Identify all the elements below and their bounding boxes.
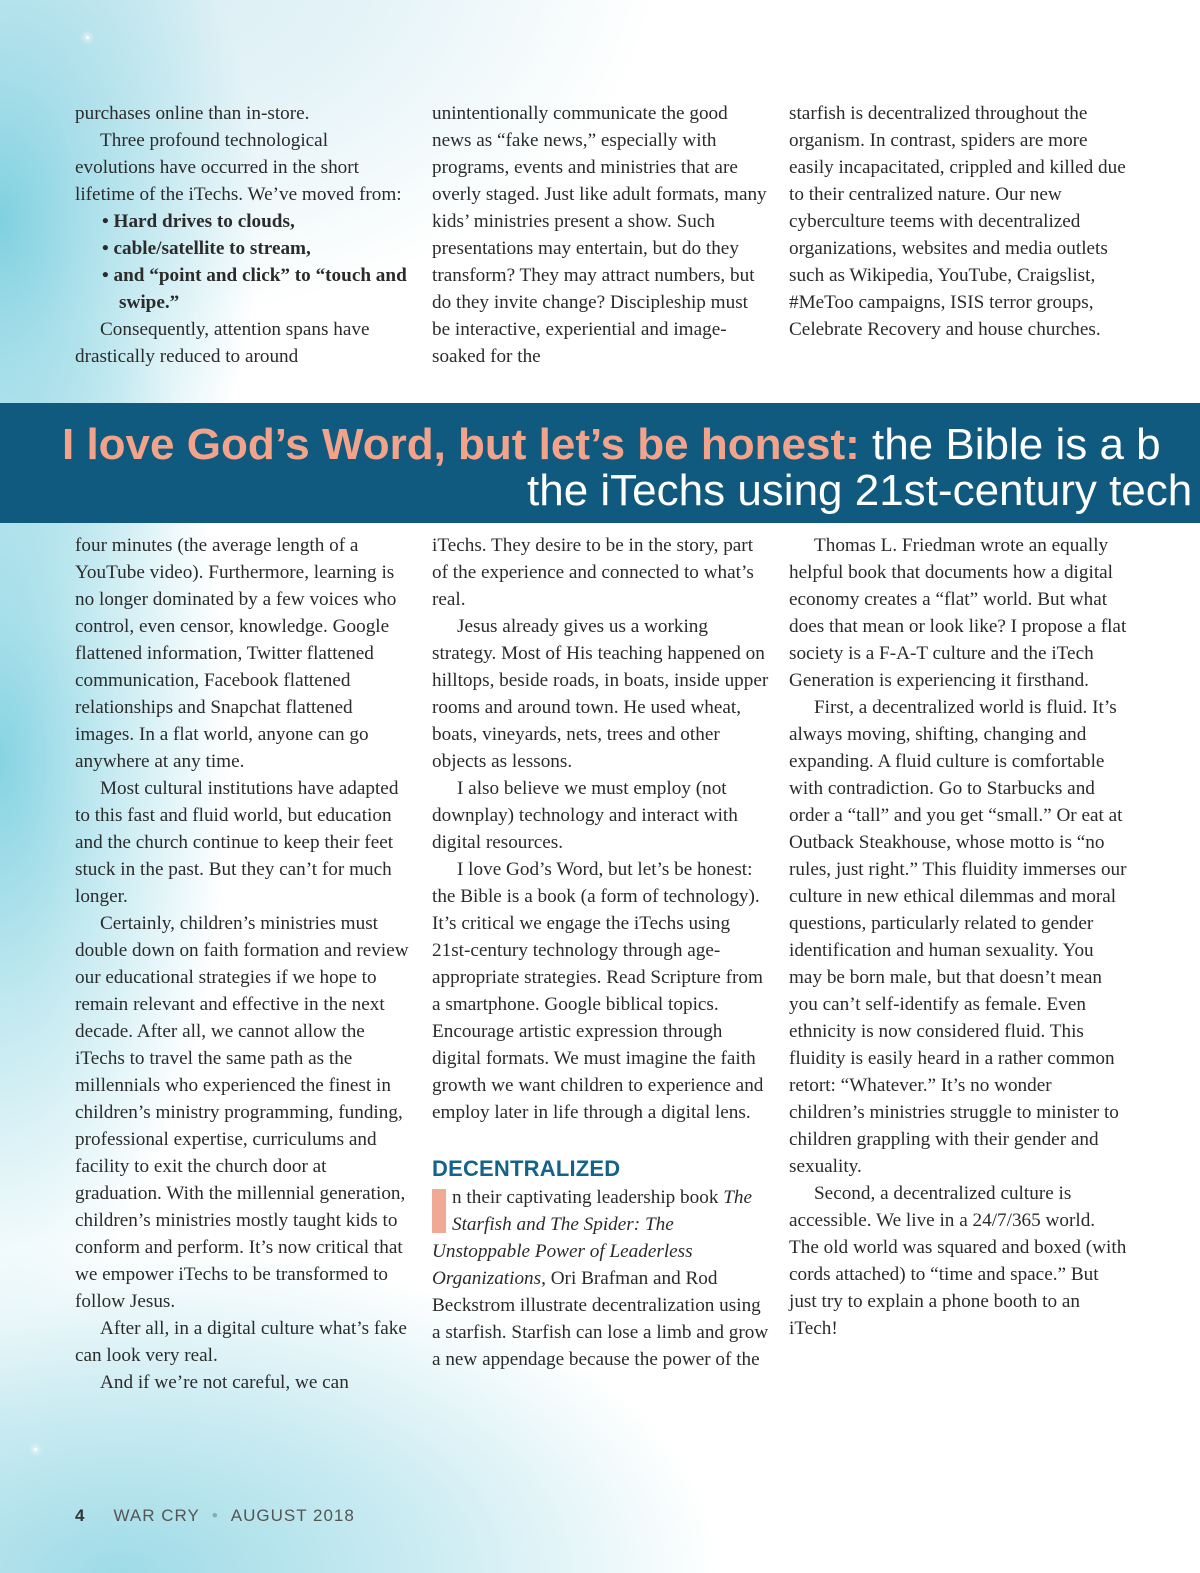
section-heading: DECENTRALIZED <box>432 1156 621 1181</box>
column-3-top <box>789 100 1129 343</box>
paragraph <box>432 1184 770 1373</box>
paragraph: Second, a decentralized culture is accessible. We live in a 24/7/365 world. The old world was squared and boxed (with cords attached) to “time and space.” But just try to explain a phone booth to an iTech! <box>789 1183 1127 1339</box>
column-3-bottom <box>789 532 1129 1342</box>
paragraph: And if we’re not careful, we can <box>100 1372 349 1393</box>
column-2-bottom <box>432 532 770 1373</box>
paragraph: Certainly, children’s ministries must double down on faith formation and review our educational strategies if we hope to remain relevant and effective in the next decade. After all, we cannot allow the iTechs to travel the same path as the millennials who experienced the finest in children’s ministry programming, funding, professional expertise, curriculums and facility to exit the church door at graduation. With the millennial generation, children’s ministries mostly taught kids to conform and perform. It’s now critical that we empower iTechs to be transformed to follow Jesus. <box>75 913 409 1312</box>
paragraph-text: Ori Brafman and Rod Beckstrom illustrate decentralization using a starfish. Starfish can lose a limb and grow a new appendage because the power of the <box>432 1268 769 1370</box>
bullet-item: • Hard drives to clouds, <box>102 208 410 235</box>
sparkle-decoration <box>34 1448 37 1451</box>
paragraph: First, a decentralized world is fluid. It’s always moving, shifting, changing and expanding. A fluid culture is comfortable with contradiction. Go to Starbucks and order a “tall” and you get “small.” Or eat at Outback Steakhouse, whose motto is “no rules, just right.” This fluidity immerses our culture in new ethical dilemmas and moral questions, particularly related to gender identification and human sexuality. You may be born male, but that doesn’t mean you can’t self-identify as female. Even ethnicity is now considered fluid. This fluidity is easily heard in a rather common retort: “Whatever.” It’s no wonder children’s ministries struggle to minister to children grappling with their gender and sexuality. <box>789 697 1127 1177</box>
paragraph: Thomas L. Friedman wrote an equally helpful book that documents how a digital economy creates a “flat” world. But what does that mean or look like? I propose a flat society is a F-A-T culture and the iTech Generation is experiencing it firsthand. <box>789 535 1127 691</box>
paragraph: iTechs. They desire to be in the story, part of the experience and connected to what’s real. <box>432 535 754 610</box>
paragraph: starfish is decentralized throughout the organism. In contrast, spiders are more easily incapacitated, crippled and killed due to their centralized nature. Our new cyberculture teems with decentralized organizations, websites and media outlets such as Wikipedia, YouTube, Craigslist, #MeToo campaigns, ISIS terror groups, Celebrate Recovery and house churches. <box>789 103 1126 340</box>
paragraph-text: n their captivating leadership book <box>452 1187 724 1208</box>
bullet-list <box>102 208 410 316</box>
pull-quote-line-1 <box>62 421 1161 469</box>
column-1-bottom <box>75 532 410 1396</box>
bullet-item: • and “point and click” to “touch and swipe.” <box>102 262 410 316</box>
paragraph: four minutes (the average length of a YouTube video). Furthermore, learning is no longer dominated by a few voices who control, even censor, knowledge. Google flattened information, Twitter flattened communication, Facebook flattened relationships and Snapchat flattened images. In a flat world, anyone can go anywhere at any time. <box>75 535 397 772</box>
book-title: The Starfish and The Spider: The Unstoppable Power of Leaderless Organizations, <box>432 1187 752 1289</box>
issue-date: AUGUST 2018 <box>230 1506 355 1525</box>
pull-quote-line-2: the iTechs using 21st-century tech <box>527 466 1193 515</box>
pull-quote-emphasis: I love God’s Word, but let’s be honest: <box>62 420 860 469</box>
pull-quote-text: the Bible is a b <box>859 420 1161 469</box>
paragraph: unintentionally communicate the good news as “fake news,” especially with programs, events and ministries that are overly staged. Just like adult formats, many kids’ ministries present a show. Such presentations may entertain, but do they transform? They may attract numbers, but do they invite change? Discipleship must be interactive, experiential and image-soaked for the <box>432 103 767 367</box>
page-number: 4 <box>75 1506 86 1525</box>
footer-separator: • <box>211 1506 219 1525</box>
bullet-item: • cable/satellite to stream, <box>102 235 410 262</box>
column-1-top <box>75 100 410 370</box>
page-footer <box>75 1506 355 1526</box>
paragraph: Consequently, attention spans have drastically reduced to around <box>75 319 370 367</box>
sparkle-decoration <box>86 36 89 39</box>
paragraph: I love God’s Word, but let’s be honest: the Bible is a book (a form of technology). It’s critical we engage the iTechs using 21st-century technology through age-appropriate strategies. Read Scripture from a smartphone. Google biblical topics. Encourage artistic expression through digital formats. We must imagine the faith growth we want children to experience and employ later in life through a digital lens. <box>432 859 764 1123</box>
paragraph: Jesus already gives us a working strategy. Most of His teaching happened on hilltops, beside roads, in boats, inside upper rooms and around town. He used wheat, boats, vineyards, nets, trees and other objects as lessons. <box>432 616 769 772</box>
paragraph: purchases online than in-store. <box>75 103 310 124</box>
paragraph: Three profound technological evolutions have occurred in the short lifetime of the iTechs. We’ve moved from: <box>75 130 402 205</box>
paragraph: Most cultural institutions have adapted to this fast and fluid world, but education and the church continue to keep their feet stuck in the past. But they can’t for much longer. <box>75 778 399 907</box>
pull-quote-banner <box>0 403 1200 523</box>
paragraph: After all, in a digital culture what’s fake can look very real. <box>75 1318 407 1366</box>
paragraph: I also believe we must employ (not downplay) technology and interact with digital resources. <box>432 778 738 853</box>
column-2-top <box>432 100 770 370</box>
magazine-name: WAR CRY <box>113 1506 200 1525</box>
drop-cap-bar <box>432 1189 446 1233</box>
